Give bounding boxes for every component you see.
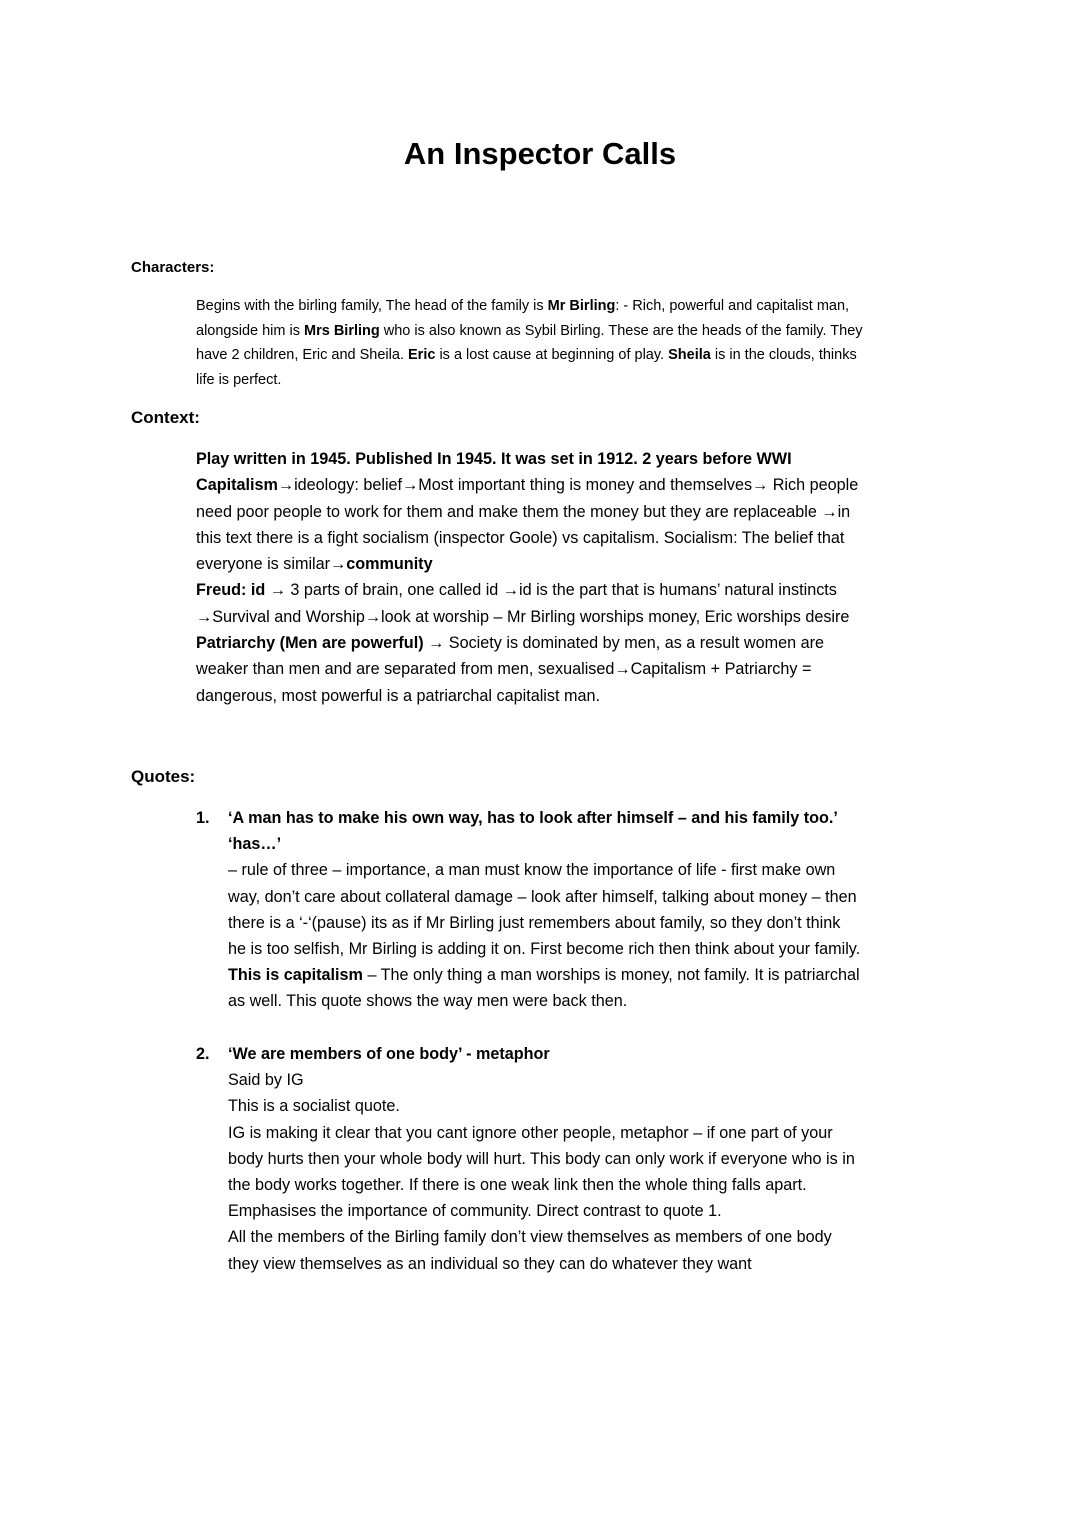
text-line [228, 910, 956, 936]
text-line [228, 936, 956, 962]
text-run: → 3 parts of brain, one called id →id is the part that is humans’ natural instincts [265, 581, 837, 600]
bold-text: Capitalism→ [196, 476, 295, 495]
text-run: they view themselves as an individual so they can do whatever they want [228, 1254, 752, 1273]
text-line [196, 551, 956, 577]
text-line [228, 805, 956, 831]
text-run: have 2 children, Eric and Sheila. [196, 347, 408, 363]
text-run: : - Rich, powerful and capitalist man, [615, 298, 850, 314]
text-run: everyone is similar→ [196, 555, 347, 574]
text-line [196, 343, 956, 368]
text-line [196, 683, 956, 709]
text-run: need poor people to work for them and make them the money but they are replaceable →in [196, 502, 851, 521]
quote-body [228, 1041, 956, 1277]
text-run: who is also known as Sybil Birling. These are the heads of the family. They [379, 322, 863, 339]
bold-text: Freud: id [196, 581, 266, 600]
text-run: – The only thing a man worships is money, not family. It is patriarchal [362, 966, 860, 985]
bold-text: Mr Birling [547, 298, 616, 314]
text-run: dangerous, most powerful is a patriarchal capitalist man. [196, 686, 600, 705]
text-run: weaker than men and are separated from men, sexualised→Capitalism + Patriarchy = [196, 660, 812, 679]
text-run: the body works together. If there is one weak link then the whole thing falls apart. [228, 1176, 807, 1195]
text-run: Emphasises the importance of community. Direct contrast to quote 1. [228, 1202, 722, 1221]
text-run: alongside him is [196, 322, 304, 339]
text-run: as well. This quote shows the way men were back then. [228, 992, 628, 1011]
text-line [228, 1041, 956, 1067]
text-run: this text there is a fight socialism (inspector Goole) vs capitalism. Socialism: The belief that [196, 528, 845, 547]
text-line [196, 656, 956, 682]
text-line [228, 988, 956, 1014]
text-run: Begins with the birling family, The head of the family is [196, 298, 548, 314]
text-run: life is perfect. [196, 371, 282, 388]
bold-text: Eric [408, 347, 436, 363]
text-line [196, 319, 956, 344]
text-line [228, 1198, 956, 1224]
text-line [228, 1093, 956, 1119]
text-line [196, 368, 956, 393]
text-line [196, 604, 956, 630]
characters-paragraph [196, 294, 956, 392]
text-line [228, 857, 956, 883]
bold-text: ‘A man has to make his own way, has to look after himself – and his family too.’ [228, 809, 838, 827]
text-run: IG is making it clear that you cant ignore other people, metaphor – if one part of your [228, 1123, 833, 1142]
text-line [196, 577, 956, 603]
text-run: – rule of three – importance, a man must know the importance of life - first make own [228, 861, 836, 880]
bold-text: Mrs Birling [304, 322, 380, 339]
text-line [228, 1172, 956, 1198]
text-line [196, 294, 956, 319]
characters-heading: Characters: [131, 259, 215, 276]
text-run: body hurts then your whole body will hurt. This body can only work if everyone who is in [228, 1149, 855, 1168]
text-line [196, 630, 956, 656]
context-heading: Context: [131, 408, 200, 427]
text-line [228, 1146, 956, 1172]
text-line [228, 1120, 956, 1146]
text-run: there is a ‘-‘(pause) its as if Mr Birling just remembers about family, so they don’t think [228, 913, 841, 932]
quotes-heading: Quotes: [131, 767, 196, 786]
text-run: →Survival and Worship→look at worship – Mr Birling worships money, Eric worships desire [196, 607, 850, 626]
bold-text: This is capitalism [228, 966, 363, 985]
bold-text: Play written in 1945. Published In 1945. It was set in 1912. 2 years before WWI [196, 450, 792, 468]
bold-text: ‘We are members of one body’ - metaphor [228, 1045, 550, 1063]
quote-number: 1. [196, 809, 210, 827]
text-run: ideology: belief→Most important thing is money and themselves→ Rich people [294, 476, 859, 495]
text-run: → Society is dominated by men, as a result women are [423, 634, 824, 653]
quote-item [196, 1041, 956, 1277]
context-paragraph [196, 446, 956, 709]
text-line [228, 1067, 956, 1093]
text-run: is in the clouds, thinks [710, 347, 857, 363]
text-run: Said by IG [228, 1071, 304, 1090]
quote-item [196, 805, 956, 1015]
text-run: All the members of the Birling family don’t view themselves as members of one body [228, 1228, 832, 1247]
text-line [196, 499, 956, 525]
bold-text: Patriarchy (Men are powerful) [196, 634, 424, 653]
text-line [196, 472, 956, 498]
document-title: An Inspector Calls [403, 136, 677, 171]
text-run: This is a socialist quote. [228, 1097, 400, 1116]
text-run: is a lost cause at beginning of play. [435, 347, 669, 363]
text-run: he is too selfish, Mr Birling is adding it on. First become rich then think about your family. [228, 940, 861, 959]
text-line [228, 1251, 956, 1277]
text-line [228, 831, 956, 857]
bold-text: ‘has…’ [228, 835, 282, 854]
bold-text: community [346, 555, 433, 574]
text-line [196, 446, 956, 472]
text-line [196, 525, 956, 551]
text-line [228, 962, 956, 988]
quote-number: 2. [196, 1045, 210, 1063]
text-line [228, 884, 956, 910]
text-line [228, 1224, 956, 1250]
quote-body [228, 805, 956, 1015]
bold-text: Sheila [668, 347, 711, 363]
text-run: way, don’t care about collateral damage – look after himself, talking about money – then [228, 887, 857, 906]
